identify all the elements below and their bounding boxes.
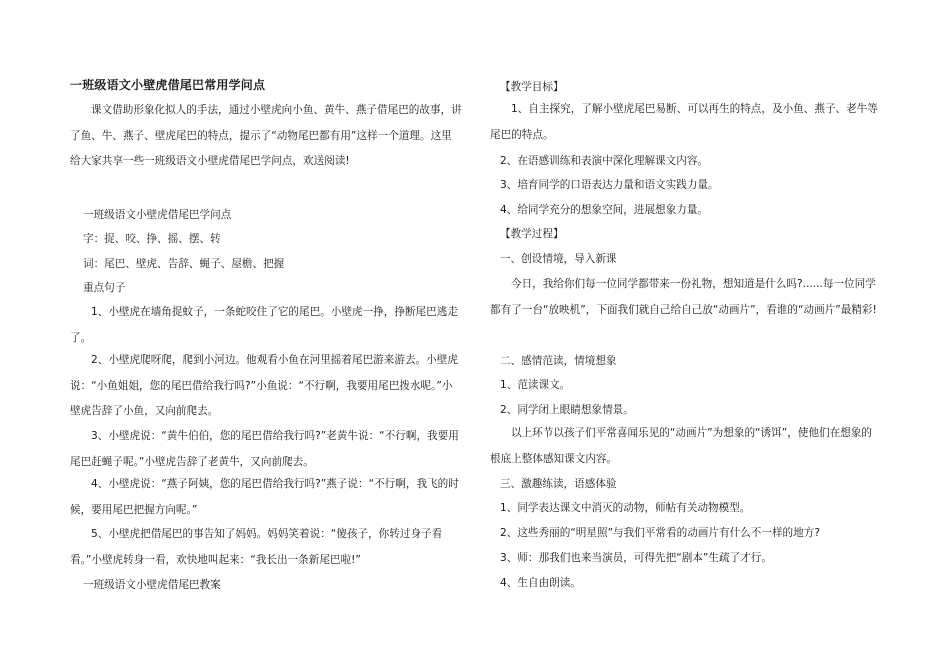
step-3-item-3: 3、师：那我们也来当演员，可得先把“剧本”生疏了才行。 — [500, 552, 772, 564]
step-1-text: 今日，我给你们每一位同学都带来一份礼物，想知道是什么吗?......每一位同学都有了一台“放映机”，下面我们就自己给自己放“动画片”，看谁的“动画片”最精彩! — [490, 278, 877, 316]
step-3-item-1: 1、同学表达课文中消灭的动物，师帖有关动物模型。 — [500, 502, 751, 514]
step-1-heading: 一、创设情境，导入新课 — [500, 253, 617, 265]
document-title: 一班级语文小壁虎借尾巴常用学问点 — [70, 78, 266, 92]
sentence-2: 2、小壁虎爬呀爬，爬到小河边。他观看小鱼在河里摇着尾巴游来游去。小壁虎说：“小鱼姐姐，您的尾巴借给我行吗?”小鱼说：“不行啊，我要用尾巴拨水呢。”小壁虎告辞了小鱼，又向前爬去。 — [70, 354, 458, 417]
sentence-4: 4、小壁虎说：“燕子阿姨，您的尾巴借给我行吗?”燕子说：“不行啊，我飞的时候，要用尾巴把握方向呢。” — [70, 478, 459, 516]
step-2-heading: 二、感情范读，情境想象 — [500, 355, 617, 367]
goal-4: 4、给同学充分的想象空间，进展想象力量。 — [500, 204, 709, 216]
goal-1: 1、自主探究，了解小壁虎尾巴易断、可以再生的特点，及小鱼、燕子、老牛等尾巴的特点。 — [490, 103, 878, 141]
key-sentences-heading: 重点句子 — [83, 282, 126, 294]
sentence-5: 5、小壁虎把借尾巴的事告知了妈妈。妈妈笑着说：“傻孩子，你转过身子看看。”小壁虎转身一看，欢快地叫起来：“我长出一条新尾巴啦!” — [70, 528, 443, 566]
chars-line: 字：捉、咬、挣、摇、摆、转 — [83, 233, 221, 245]
step-3-item-4: 4、生自由朗读。 — [500, 577, 581, 589]
step-3-item-2: 2、这些秀丽的“明星照”与我们平常看的动画片有什么不一样的地方? — [500, 527, 820, 539]
step-2-item-1: 1、范读课文。 — [500, 379, 571, 391]
step-3-heading: 三、激趣练读，语感体验 — [500, 478, 617, 490]
lesson-plan-heading: 一班级语文小壁虎借尾巴教案 — [83, 579, 221, 591]
goals-heading: 【教学目标】 — [500, 81, 564, 93]
words-line: 词：尾巴、壁虎、告辞、蝇子、屋檐、把握 — [83, 258, 285, 270]
step-2-text: 以上环节以孩子们平常喜闻乐见的“动画片”为想象的“诱饵”，使他们在想象的根底上整体感知课文内容。 — [490, 427, 872, 465]
goal-3: 3、培育同学的口语表达力量和语文实践力量。 — [500, 179, 719, 191]
intro-paragraph: 课文借助形象化拟人的手法，通过小壁虎向小鱼、黄牛、燕子借尾巴的故事，讲了鱼、牛、燕子、壁虎尾巴的特点，提示了“动物尾巴都有用”这样一个道理。这里给大家共享一些一班级语文小壁虎借尾巴学问点，欢送阅读! — [70, 104, 462, 167]
step-2-item-2: 2、同学闭上眼睛想象情景。 — [500, 404, 634, 416]
process-heading: 【教学过程】 — [500, 228, 564, 240]
sentence-1: 1、小壁虎在墙角捉蚊子，一条蛇咬住了它的尾巴。小壁虎一挣，挣断尾巴逃走了。 — [70, 306, 458, 344]
goal-2: 2、在语感训练和表演中深化理解课文内容。 — [500, 155, 709, 167]
section-heading: 一班级语文小壁虎借尾巴学问点 — [83, 209, 232, 221]
sentence-3: 3、小壁虎说：“黄牛伯伯，您的尾巴借给我行吗?”老黄牛说：“不行啊，我要用尾巴赶蝇子呢。”小壁虎告辞了老黄牛，又向前爬去。 — [70, 430, 459, 468]
